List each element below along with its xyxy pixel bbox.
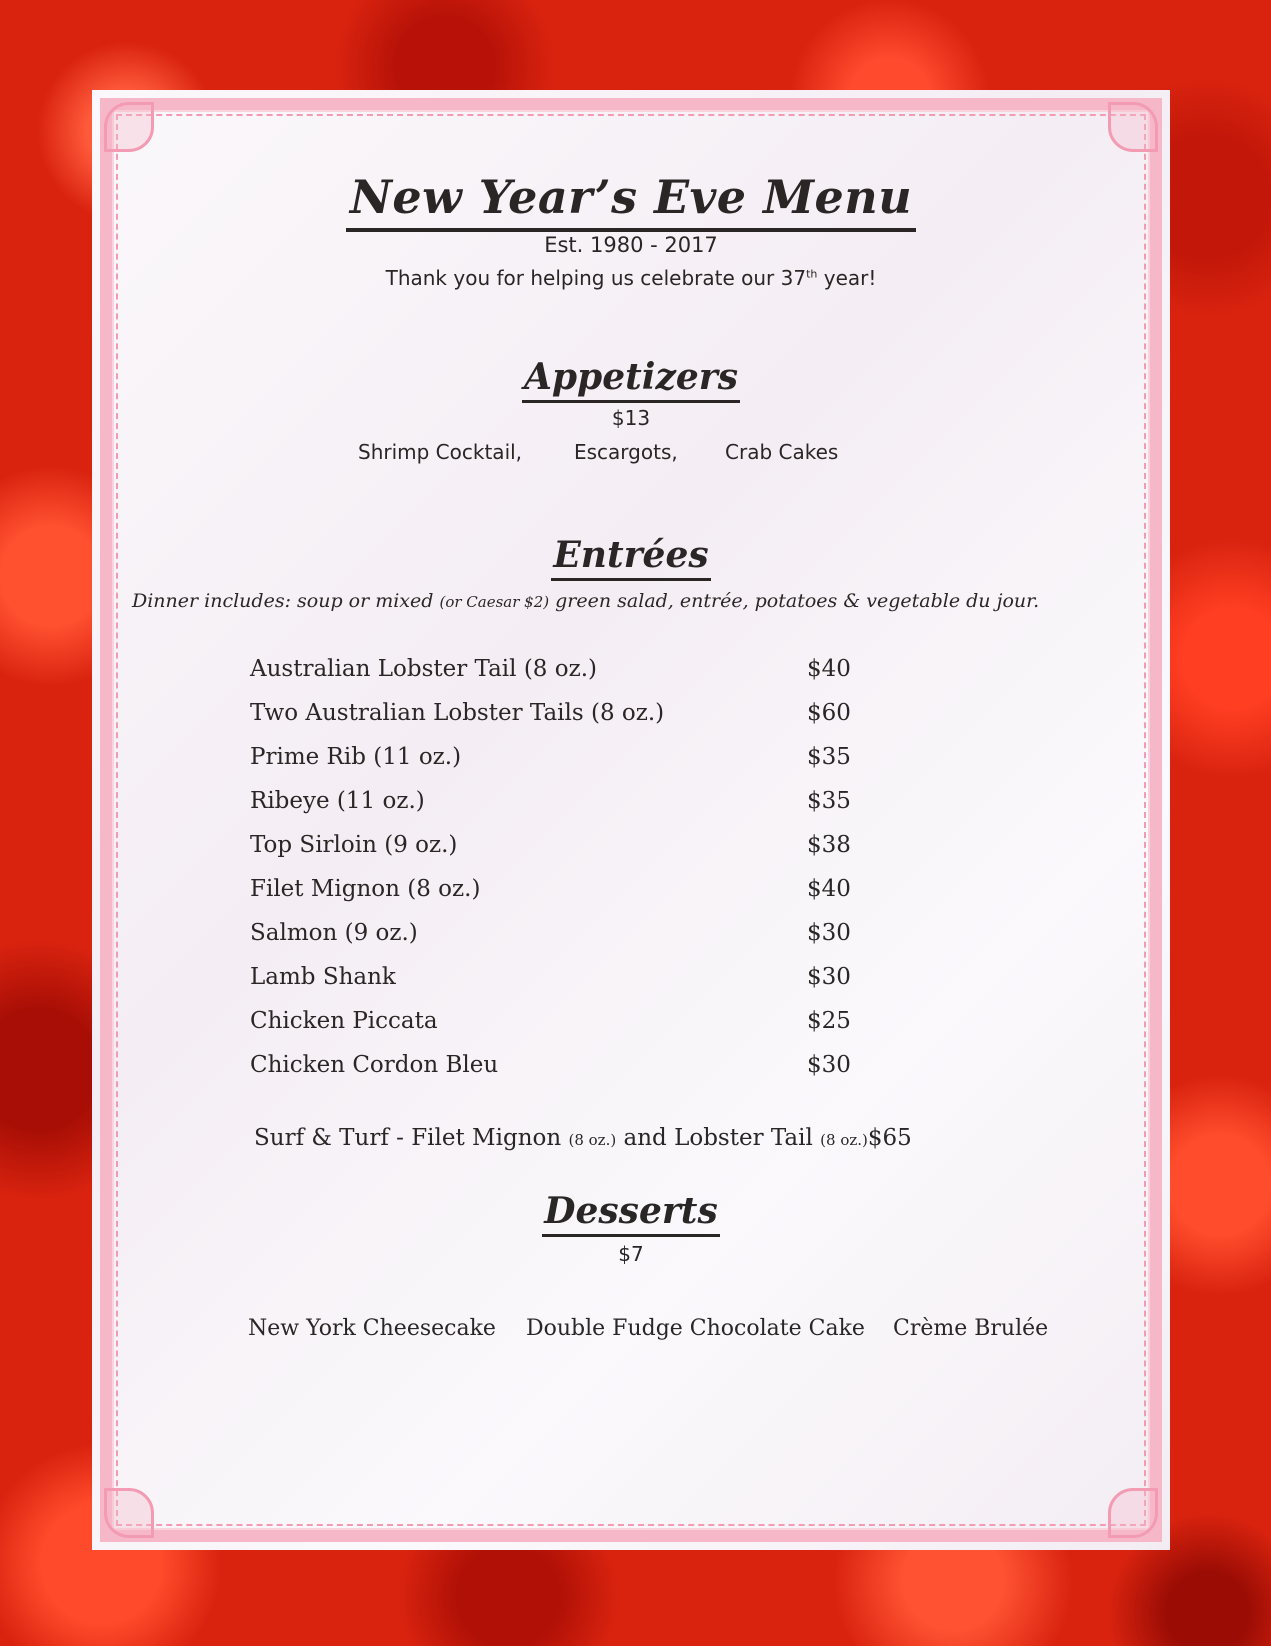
- entrees-heading: Entrées: [92, 534, 1170, 576]
- appetizer-item: Crab Cakes: [725, 440, 839, 464]
- menu-card: [92, 90, 1170, 1550]
- dessert-item: New York Cheesecake: [248, 1316, 496, 1341]
- dinner-includes-text: Dinner includes: soup or mixed (or Caesar $2) green salad, entrée, potatoes & vegetable du jour.: [132, 590, 1040, 612]
- list-item: Lamb Shank $30: [250, 964, 851, 990]
- list-item: Filet Mignon (8 oz.) $40: [250, 876, 851, 902]
- appetizer-item: Escargots,: [574, 440, 678, 464]
- appetizer-item: Shrimp Cocktail,: [358, 440, 523, 464]
- menu-title: New Year’s Eve Menu: [92, 170, 1170, 224]
- list-item: Salmon (9 oz.) $30: [250, 920, 851, 946]
- thanks-text: Thank you for helping us celebrate our 37th year!: [385, 266, 877, 290]
- list-item: Two Australian Lobster Tails (8 oz.) $60: [250, 700, 851, 726]
- list-item: Prime Rib (11 oz.) $35: [250, 744, 851, 770]
- appetizers-price: $13: [611, 406, 651, 430]
- entrees-list: [250, 656, 870, 1096]
- dessert-item: Crème Brulée: [893, 1316, 1049, 1341]
- list-item: Australian Lobster Tail (8 oz.) $40: [250, 656, 851, 682]
- appetizers-heading: Appetizers: [92, 356, 1170, 398]
- list-item: Ribeye (11 oz.) $35: [250, 788, 851, 814]
- list-item: Chicken Cordon Bleu $30: [250, 1052, 851, 1078]
- list-item: Top Sirloin (9 oz.) $38: [250, 832, 851, 858]
- surf-and-turf-item: Surf & Turf - Filet Mignon (8 oz.) and Lobster Tail (8 oz.)$65: [254, 1125, 912, 1151]
- desserts-price: $7: [618, 1242, 644, 1266]
- established-text: Est. 1980 - 2017: [544, 233, 718, 257]
- desserts-heading: Desserts: [92, 1190, 1170, 1232]
- list-item: Chicken Piccata $25: [250, 1008, 851, 1034]
- dessert-item: Double Fudge Chocolate Cake: [526, 1316, 865, 1341]
